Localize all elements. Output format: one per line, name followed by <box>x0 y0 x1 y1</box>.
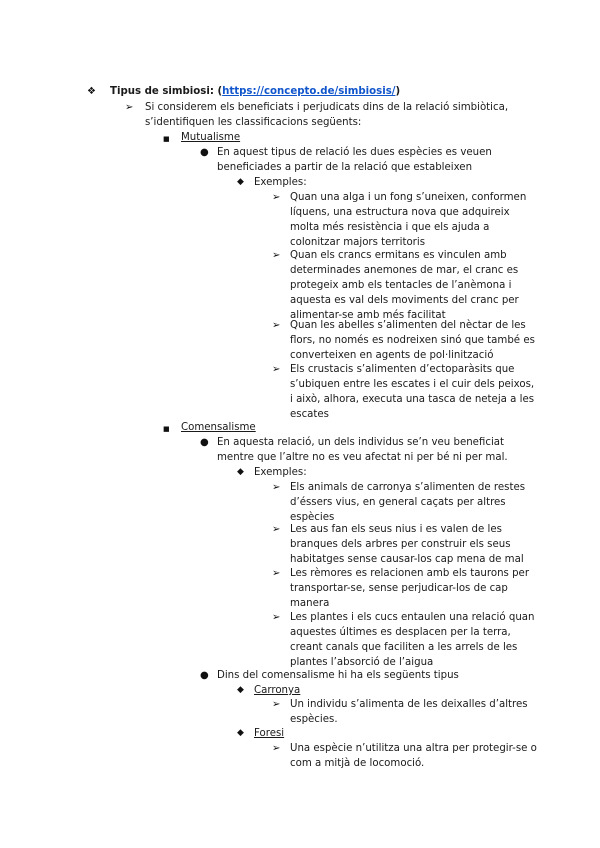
diamond-bullet-icon: ◆ <box>237 685 244 695</box>
mutualisme-example-4: Els crustacis s’alimenten d’ectoparàsits que s’ubiquen entre les escates i el cuir dels peixos, i això, alhora, executa una tasca de neteja a les escates <box>290 364 535 420</box>
arrow-bullet-icon: ➢ <box>272 482 281 493</box>
diamond-bullet-icon: ◆ <box>237 467 244 477</box>
mutualisme-title: Mutualisme <box>181 132 241 143</box>
arrow-bullet-icon: ➢ <box>272 192 281 203</box>
heading-suffix: ) <box>395 86 401 97</box>
type-carronya-desc: Un individu s’alimenta de les deixalles d’altres espècies. <box>290 699 528 725</box>
arrow-bullet-icon: ➢ <box>272 568 281 579</box>
heading-link[interactable]: https://concepto.de/simbiosis/ <box>222 86 396 97</box>
square-bullet-icon: ■ <box>163 135 170 143</box>
diamond-bullet-icon: ◆ <box>237 177 244 187</box>
dot-bullet-icon: ● <box>200 670 209 681</box>
heading-prefix: Tipus de simbiosi: ( <box>110 86 223 97</box>
type-carronya-title: Carronya <box>254 685 301 696</box>
heading <box>110 84 580 99</box>
comensalisme-example-3: Les rèmores es relacionen amb els taurons per transportar-se, sense perjudicar-los de cap manera <box>290 568 530 609</box>
intro-text: Si considerem els beneficiats i perjudicats dins de la relació simbiòtica, s’identifiquen les classificacions següents: <box>145 102 509 128</box>
mutualisme-desc: En aquest tipus de relació les dues espècies es veuen beneficiades a partir de la relació que estableixen <box>217 147 492 173</box>
comensalisme-desc: En aquesta relació, un dels individus se’n veu beneficiat mentre que l’altre no es veu afectat ni per bé ni per mal. <box>217 437 508 463</box>
arrow-bullet-icon: ➢ <box>272 699 281 710</box>
comensalisme-title: Comensalisme <box>181 422 256 433</box>
comensalisme-types-intro: Dins del comensalisme hi ha els següents tipus <box>217 670 459 681</box>
dot-bullet-icon: ● <box>200 437 209 448</box>
comensalisme-example-4: Les plantes i els cucs entaulen una relació quan aquestes últimes es desplacen per la terra, creant canals que faciliten a les arrels de les plantes l’absorció de l’aigua <box>290 612 535 668</box>
diamond-bullet-icon: ◆ <box>237 728 244 738</box>
mutualisme-example-3: Quan les abelles s’alimenten del nèctar de les flors, no només es nodreixen sinó que també es converteixen en agents de pol·linització <box>290 320 535 361</box>
mutualisme-examples-label: Exemples: <box>254 177 307 188</box>
arrow-bullet-icon: ➢ <box>125 102 134 113</box>
arrow-bullet-icon: ➢ <box>272 524 281 535</box>
arrow-bullet-icon: ➢ <box>272 250 281 261</box>
type-foresi-desc: Una espècie n’utilitza una altra per protegir-se o com a mitjà de locomoció. <box>290 743 537 769</box>
mutualisme-example-2: Quan els crancs ermitans es vinculen amb determinades anemones de mar, el cranc es protegeix amb els tentacles de l’anèmona i aquesta es val dels moviments del cranc per alimentar-se amb més facilitat <box>290 250 519 321</box>
comensalisme-examples-label: Exemples: <box>254 467 307 478</box>
type-foresi-title: Foresi <box>254 728 285 739</box>
comensalisme-example-2: Les aus fan els seus nius i es valen de les branques dels arbres per construir els seus habitatges sense causar-los cap mena de mal <box>290 524 524 565</box>
arrow-bullet-icon: ➢ <box>272 364 281 375</box>
arrow-bullet-icon: ➢ <box>272 612 281 623</box>
arrow-bullet-icon: ➢ <box>272 743 281 754</box>
heading-bullet-icon: ❖ <box>87 86 96 97</box>
dot-bullet-icon: ● <box>200 147 209 158</box>
comensalisme-example-1: Els animals de carronya s’alimenten de restes d’éssers vius, en general caçats per altres espècies <box>290 482 526 523</box>
square-bullet-icon: ■ <box>163 425 170 433</box>
mutualisme-example-1: Quan una alga i un fong s’uneixen, conformen líquens, una estructura nova que adquireix molta més resistència i que els ajuda a colonitzar majors territoris <box>290 192 527 248</box>
arrow-bullet-icon: ➢ <box>272 320 281 331</box>
